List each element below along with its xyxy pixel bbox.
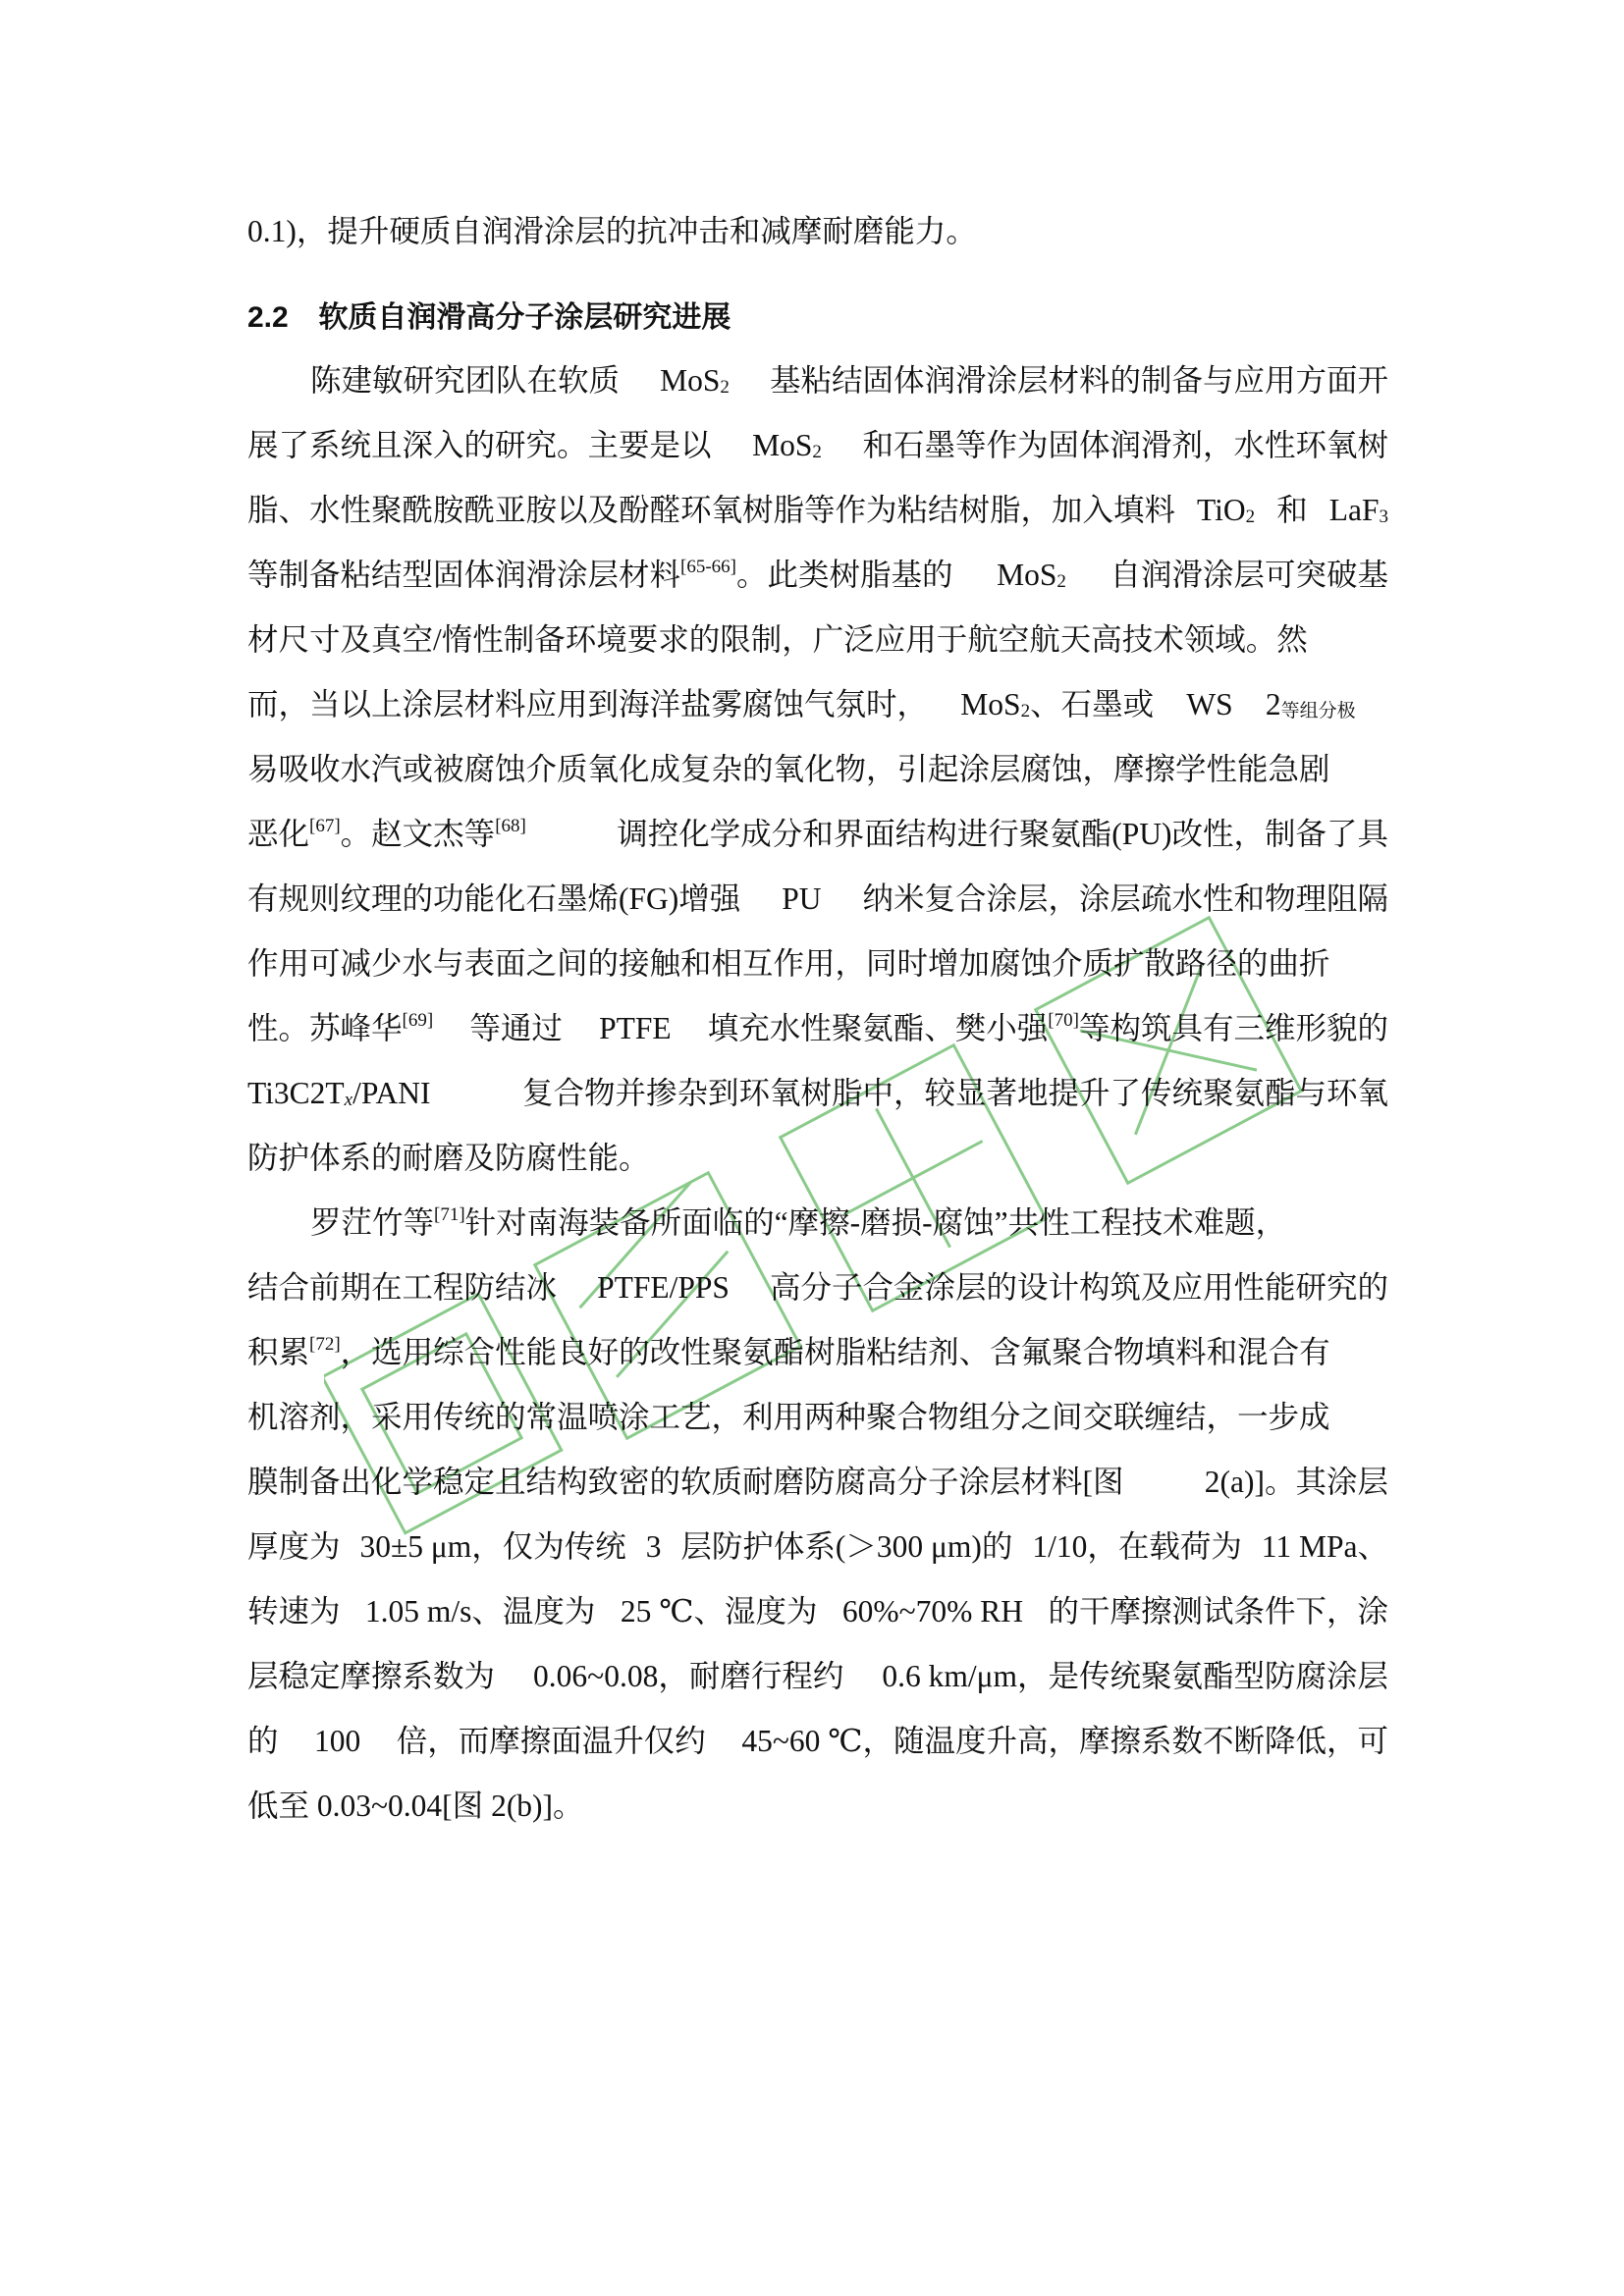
text-line: 防护体系的耐磨及防腐性能。 xyxy=(247,1141,650,1175)
text-line: 脂、水性聚酰胺酰亚胺以及酚醛环氧树脂等作为粘结树脂，加入填料 TiO$_2$ 和 LaF$_3$ xyxy=(247,493,1388,527)
citation: [67] xyxy=(309,815,341,836)
citation: [69] xyxy=(402,1009,434,1031)
text-line: 低至 0.03~0.04[图 2(b)]。 xyxy=(247,1789,584,1823)
citation: [70] xyxy=(1048,1009,1079,1031)
text-line: 膜制备出化学稳定且结构致密的软质耐磨防腐高分子涂层材料[图 2(a)]。其涂层 xyxy=(247,1465,1388,1499)
citation: [72] xyxy=(309,1333,341,1355)
text-line: 展了系统且深入的研究。主要是以 MoS$_2$ 和石墨等作为固体润滑剂，水性环氧树 xyxy=(247,428,1388,462)
citation: [65-66] xyxy=(680,556,736,577)
text-line: $Ti3C2T_x$/PANI 复合物并掺杂到环氧树脂中，较显著地提升了传统聚氨酯与环氧 xyxy=(247,1076,1388,1110)
text-line: 机溶剂，采用传统的常温喷涂工艺，利用两种聚合物组分之间交联缠结，一步成 xyxy=(247,1400,1330,1434)
text-line: 结合前期在工程防结冰 PTFE/PPS 高分子合金涂层的设计构筑及应用性能研究的 xyxy=(247,1270,1388,1305)
text-line: 易吸收水汽或被腐蚀介质氧化成复杂的氧化物，引起涂层腐蚀，摩擦学性能急剧 xyxy=(247,752,1330,786)
citation: [71] xyxy=(434,1203,465,1225)
section-number: 2.2 xyxy=(247,301,289,334)
text-line: 厚度为 30±5 μm，仅为传统 3 层防护体系(＞300 μm)的 1/10，在载荷为 11 MPa、 xyxy=(247,1529,1388,1564)
citation: [68] xyxy=(495,815,526,836)
text-line: 恶化[67]。赵文杰等[68] 调控化学成分和界面结构进行聚氨酯(PU)改性，制备了具 xyxy=(247,815,1388,851)
text-line: 罗茳竹等[71]针对南海装备所面临的“摩擦-磨损-腐蚀”共性工程技术难题， xyxy=(310,1203,1287,1240)
text-line: 有规则纹理的功能化石墨烯(FG)增强 PU 纳米复合涂层，涂层疏水性和物理阻隔 xyxy=(247,881,1388,916)
text-line: 层稳定摩擦系数为 0.06~0.08，耐磨行程约 0.6 km/μm，是传统聚氨酯型防腐涂层 xyxy=(247,1659,1388,1693)
text-line: 等制备粘结型固体润滑涂层材料[65-66]。此类树脂基的 MoS$_2$ 自润滑涂层可突破基 xyxy=(247,556,1388,592)
text-line: 的 100 倍，而摩擦面温升仅约 45~60 ℃，随温度升高，摩擦系数不断降低，可 xyxy=(247,1724,1388,1758)
text-line: 作用可减少水与表面之间的接触和相互作用，同时增加腐蚀介质扩散路径的曲折 xyxy=(247,946,1330,981)
section-title: 软质自润滑高分子涂层研究进展 xyxy=(318,301,731,334)
text-line: 性。苏峰华[69] 等通过 PTFE 填充水性聚氨酯、樊小强[70]等构筑具有三维形貌的 xyxy=(247,1009,1388,1045)
text-line: 转速为 1.05 m/s、温度为 25 ℃、湿度为 60%~70% RH 的干摩擦测试条件下，涂 xyxy=(247,1594,1388,1629)
text-line: 而，当以上涂层材料应用到海洋盐雾腐蚀气氛时， MoS$_2$、石墨或 WS $2_{等组分极}$ xyxy=(247,687,1356,721)
section-heading xyxy=(247,296,731,340)
text-line: 材尺寸及真空/惰性制备环境要求的限制，广泛应用于航空航天高技术领域。然 xyxy=(247,622,1308,657)
text-line: 积累[72]，选用综合性能良好的改性聚氨酯树脂粘结剂、含氟聚合物填料和混合有 xyxy=(247,1333,1330,1369)
text-line: 0.1)，提升硬质自润滑涂层的抗冲击和减摩耐磨能力。 xyxy=(247,214,977,248)
text-line: 陈建敏研究团队在软质 MoS$_2$ 基粘结固体润滑涂层材料的制备与应用方面开 xyxy=(310,363,1388,398)
